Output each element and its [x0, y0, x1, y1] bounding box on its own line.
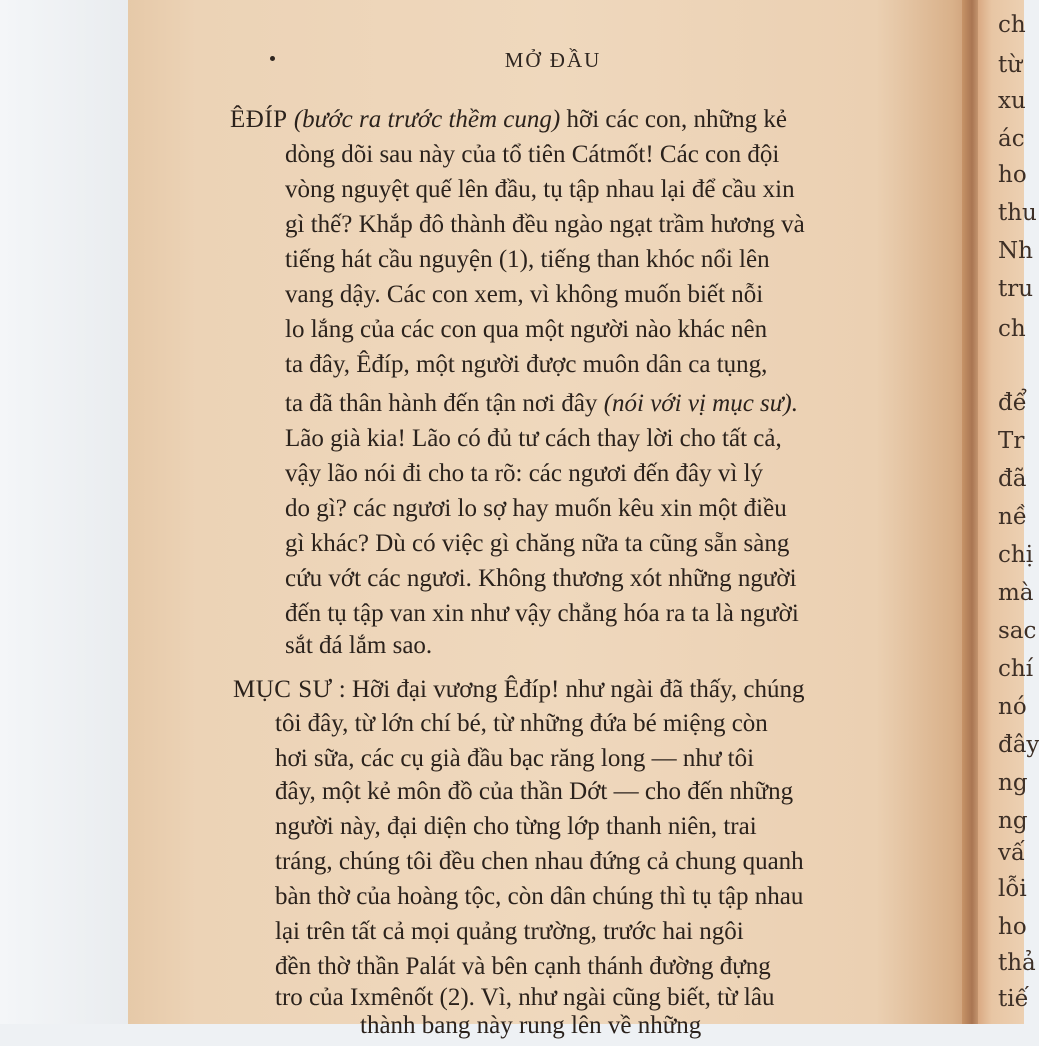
- next-page-fragment: sac: [998, 618, 1037, 644]
- background-left: [0, 0, 128, 1024]
- next-page-fragment: từ: [998, 52, 1023, 78]
- next-page-fragment: ng: [998, 808, 1028, 834]
- text-line: lo lắng của các con qua một người nào khác nên: [285, 316, 768, 343]
- next-page-fragment: vấ: [998, 840, 1026, 866]
- text-line: ta đây, Êđíp, một người được muôn dân ca tụng,: [285, 351, 768, 378]
- text-line: tiếng hát cầu nguyện (1), tiếng than khóc nổi lên: [285, 246, 770, 273]
- line-text: : Hỡi đại vương Êđíp! như ngài đã thấy, chúng: [338, 676, 805, 703]
- book-page: [128, 0, 978, 1039]
- next-page-fragment: lỗi: [998, 876, 1027, 902]
- text-line: [285, 390, 798, 424]
- text-line: vang dậy. Các con xem, vì không muốn biết nỗi: [285, 281, 764, 308]
- text-line: Lão già kia! Lão có đủ tư cách thay lời cho tất cả,: [285, 425, 782, 452]
- text-line: cứu vớt các ngươi. Không thương xót những người: [285, 565, 797, 592]
- speaker-name: MỤC SƯ: [233, 676, 333, 703]
- next-page-fragment: ho: [998, 162, 1027, 188]
- next-page-fragment: ho: [998, 914, 1027, 940]
- text-line: người này, đại diện cho từng lớp thanh niên, trai: [275, 813, 757, 840]
- next-page-fragment: nề: [998, 504, 1027, 530]
- text-line: [233, 676, 805, 710]
- text-line: tráng, chúng tôi đều chen nhau đứng cả chung quanh: [275, 848, 804, 875]
- next-page-fragment: thu: [998, 200, 1037, 226]
- speaker-name: ÊĐÍP: [230, 106, 288, 133]
- next-page-fragment: nó: [998, 694, 1027, 720]
- line-text: hỡi các con, những kẻ: [566, 106, 787, 133]
- next-page-fragment: ch: [998, 12, 1026, 38]
- inline-stage-direction: (nói với vị mục sư).: [603, 390, 798, 417]
- next-page-fragment: ác: [998, 126, 1025, 152]
- line-text: ta đã thân hành đến tận nơi đây: [285, 390, 598, 417]
- text-line: tôi đây, từ lớn chí bé, từ những đứa bé miệng còn: [275, 710, 768, 737]
- next-page-fragment: chị: [998, 542, 1034, 568]
- text-line: thành bang này rung lên về những: [360, 1012, 702, 1039]
- next-page-fragment: ch: [998, 316, 1026, 342]
- text-line: do gì? các ngươi lo sợ hay muốn kêu xin một điều: [285, 495, 787, 522]
- text-line: đây, một kẻ môn đồ của thần Dớt — cho đến những: [275, 778, 794, 805]
- text-line: đến tụ tập van xin như vậy chẳng hóa ra ta là người: [285, 600, 799, 627]
- next-page-fragment: ng: [998, 770, 1028, 796]
- text-line: bàn thờ của hoàng tộc, còn dân chúng thì tụ tập nhau: [275, 883, 804, 910]
- next-page: [978, 0, 1039, 1024]
- text-line: lại trên tất cả mọi quảng trường, trước hai ngôi: [275, 918, 744, 945]
- text-line: tro của Ixmênốt (2). Vì, như ngài cũng biết, từ lâu: [275, 984, 775, 1011]
- text-line: [230, 106, 787, 140]
- next-page-fragment: thả: [998, 950, 1036, 976]
- next-page-fragment: xu: [998, 88, 1026, 114]
- stage-direction: (bước ra trước thềm cung): [293, 106, 561, 133]
- text-line: vòng nguyệt quế lên đầu, tụ tập nhau lại để cầu xin: [285, 176, 795, 203]
- next-page-fragment: tru: [998, 276, 1034, 302]
- text-line: đền thờ thần Palát và bên cạnh thánh đường đựng: [275, 953, 771, 980]
- text-line: hơi sữa, các cụ già đầu bạc răng long — như tôi: [275, 745, 755, 772]
- text-line: gì khác? Dù có việc gì chăng nữa ta cũng sẵn sàng: [285, 530, 790, 557]
- next-page-fragment: đây: [998, 732, 1039, 758]
- next-page-fragment: Nh: [998, 238, 1033, 264]
- text-line: vậy lão nói đi cho ta rõ: các ngươi đến đây vì lý: [285, 460, 764, 487]
- text-line: gì thế? Khắp đô thành đều ngào ngạt trầm hương và: [285, 211, 805, 238]
- next-page-fragment: tiế: [998, 986, 1029, 1012]
- next-page-fragment: Tr: [998, 428, 1025, 454]
- next-page-fragment: đã: [998, 466, 1027, 492]
- text-line: sắt đá lắm sao.: [285, 632, 433, 659]
- next-page-fragment: chí: [998, 656, 1034, 682]
- page-title: MỞ ĐẦU: [504, 48, 602, 72]
- next-page-fragment: để: [998, 390, 1027, 416]
- text-line: dòng dõi sau này của tổ tiên Cátmốt! Các con đội: [285, 141, 780, 168]
- next-page-fragment: mà: [998, 580, 1034, 606]
